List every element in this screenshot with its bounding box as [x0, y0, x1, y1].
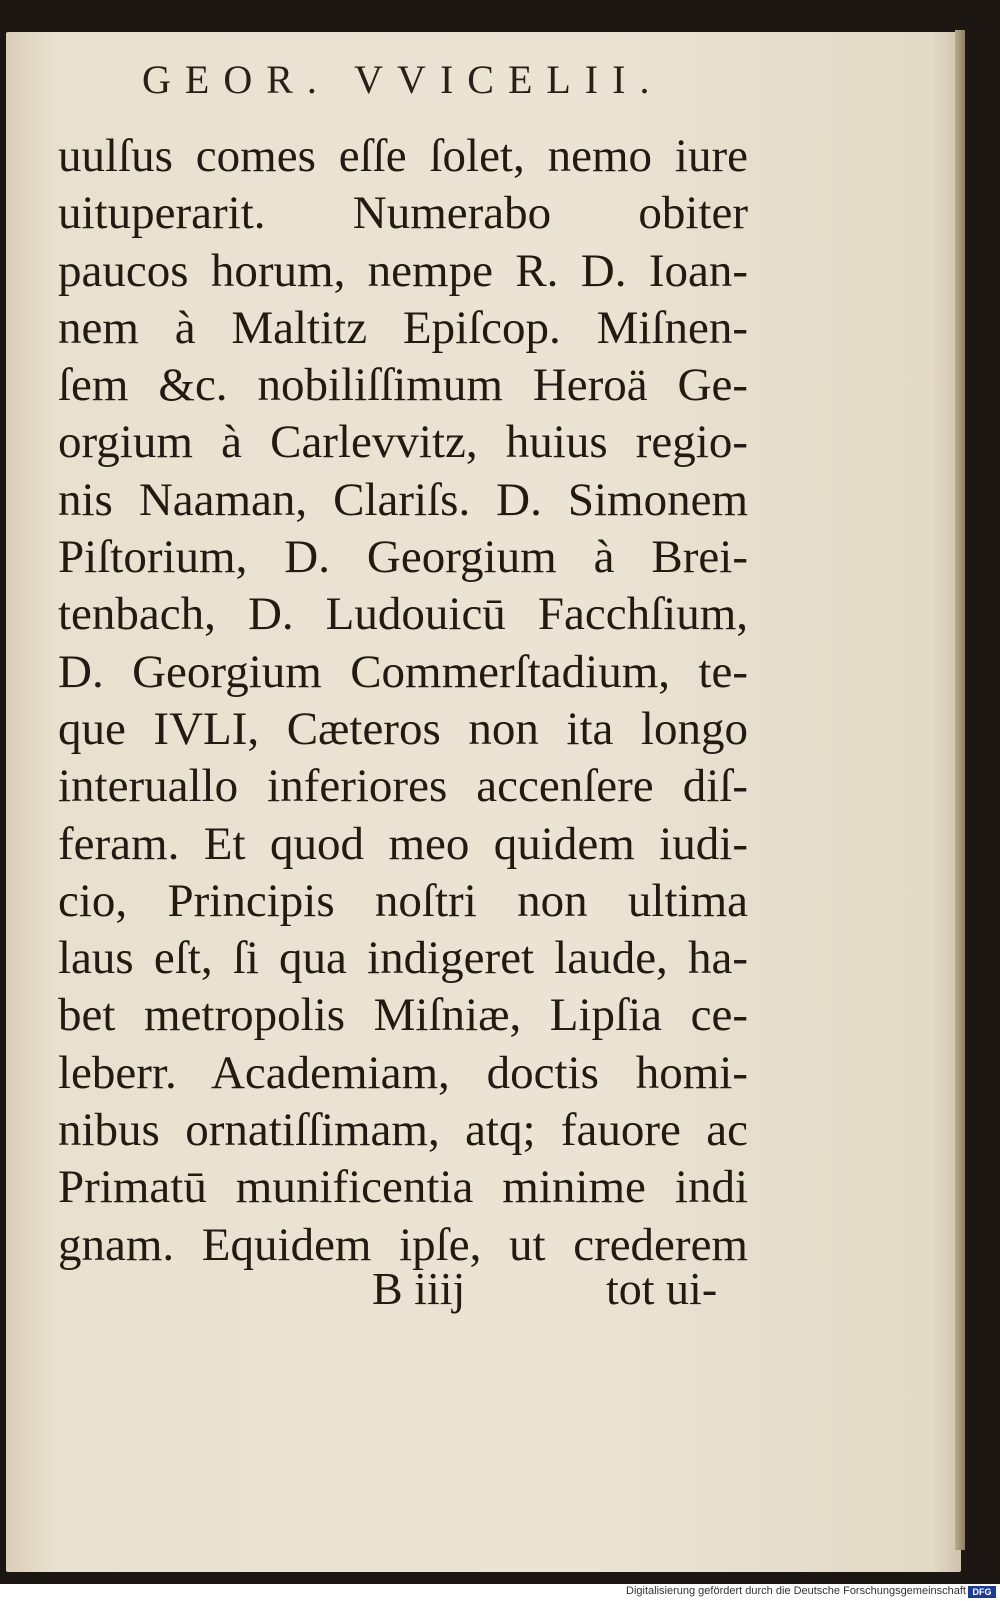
footer-bar: [0, 1584, 1000, 1601]
text-line: D. Georgium Commerſtadium, te-: [58, 645, 748, 698]
text-line: orgium à Carlevvitz, huius regio-: [58, 416, 748, 469]
text-line: Piſtorium, D. Georgium à Brei-: [58, 531, 748, 584]
text-line: uituperarit. Numerabo obiter: [58, 187, 748, 240]
text-line: cio, Principis noſtri non ultima: [58, 874, 748, 927]
text-line: gnam. Equidem ipſe, ut crederem: [58, 1218, 748, 1271]
text-line: paucos horum, nempe R. D. Ioan-: [58, 244, 748, 297]
text-line: leberr. Academiam, doctis homi-: [58, 1046, 748, 1099]
text-line: laus eſt, ſi qua indigeret laude, ha-: [58, 932, 748, 985]
text-line: feram. Et quod meo quidem iudi-: [58, 817, 748, 870]
body-text: [58, 128, 748, 1274]
footer-credit: Digitalisierung gefördert durch die Deutsche Forschungsgemeinschaft: [626, 1585, 966, 1597]
page-edge: [955, 30, 965, 1550]
signature-mark: B iiij: [372, 1263, 466, 1314]
dfg-logo: DFG: [968, 1586, 996, 1598]
text-line: Primatū munificentia minime indi: [58, 1161, 748, 1214]
text-line: uulſus comes eſſe ſolet, nemo iure: [58, 130, 748, 182]
catchword: tot ui-: [606, 1263, 718, 1314]
text-line: nem à Maltitz Epiſcop. Miſnen-: [58, 301, 748, 354]
text-line: bet metropolis Miſniæ, Lipſia ce-: [58, 989, 748, 1042]
text-line: tenbach, D. Ludouicū Facchſium,: [58, 588, 748, 641]
text-line: nibus ornatiſſimam, atq; fauore ac: [58, 1104, 748, 1157]
running-head: GEOR. VVICELII.: [142, 57, 664, 102]
text-line: interuallo inferiores accenſere diſ-: [58, 760, 748, 813]
text-line: ſem &c. nobiliſſimum Heroä Ge-: [58, 359, 748, 412]
text-line: nis Naaman, Clariſs. D. Simonem: [58, 473, 748, 526]
text-line: que IVLI, Cæteros non ita longo: [58, 702, 748, 755]
